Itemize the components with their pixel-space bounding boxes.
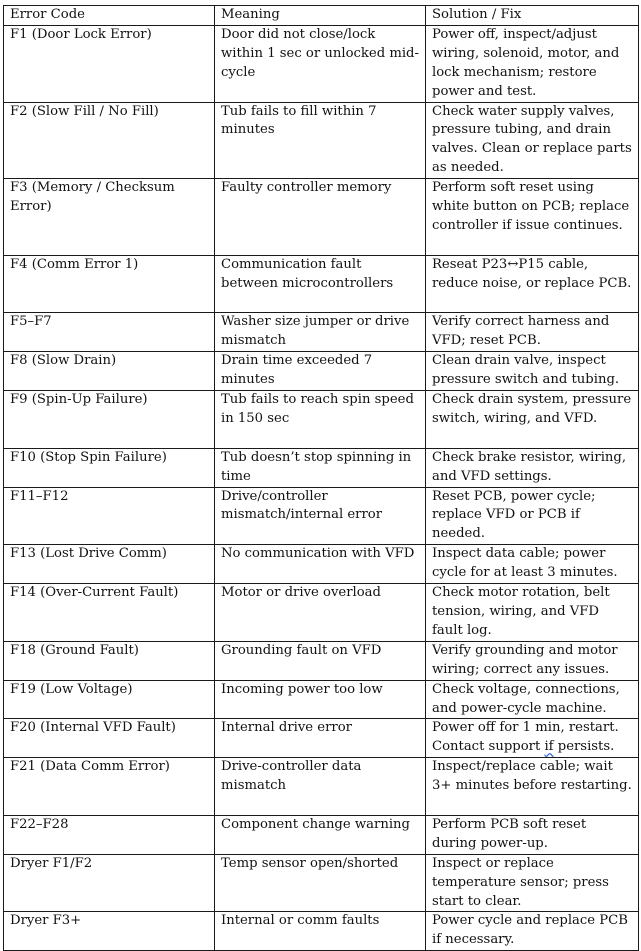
meaning-cell: Washer size jumper or drive mismatch [215, 313, 426, 352]
solution-cell: Verify correct harness and VFD; reset PCB. [426, 313, 639, 352]
solution-cell: Check voltage, connections, and power-cycle machine. [426, 680, 639, 719]
error-code-cell: F13 (Lost Drive Comm) [4, 545, 215, 584]
table-row [4, 719, 639, 758]
error-code-cell: F9 (Spin-Up Failure) [4, 391, 215, 449]
table-row [4, 641, 639, 680]
meaning-cell: Tub doesn’t stop spinning in time [215, 448, 426, 487]
error-code-cell: F14 (Over-Current Fault) [4, 584, 215, 642]
error-code-cell: F19 (Low Voltage) [4, 680, 215, 719]
meaning-cell: Temp sensor open/shorted [215, 854, 426, 912]
table-row [4, 487, 639, 545]
error-code-cell: F3 (Memory / Checksum Error) [4, 179, 215, 256]
error-code-cell: Dryer F3+ [4, 912, 215, 951]
meaning-cell: Internal or comm faults [215, 912, 426, 951]
meaning-cell: Drive/controller mismatch/internal error [215, 487, 426, 545]
table-row [4, 255, 639, 313]
meaning-cell: Drain time exceeded 7 minutes [215, 352, 426, 391]
meaning-cell: Tub fails to fill within 7 minutes [215, 102, 426, 179]
solution-cell: Reset PCB, power cycle; replace VFD or PCB if needed. [426, 487, 639, 545]
solution-cell: Inspect/replace cable; wait 3+ minutes before restarting. [426, 758, 639, 816]
error-code-cell: F2 (Slow Fill / No Fill) [4, 102, 215, 179]
error-code-cell: F11–F12 [4, 487, 215, 545]
meaning-cell: Communication fault between microcontrollers [215, 255, 426, 313]
error-code-cell: F21 (Data Comm Error) [4, 758, 215, 816]
error-code-cell: F1 (Door Lock Error) [4, 25, 215, 102]
table-row [4, 912, 639, 951]
table-row [4, 179, 639, 256]
table-row [4, 313, 639, 352]
header-meaning: Meaning [215, 6, 426, 26]
header-error-code: Error Code [4, 6, 215, 26]
meaning-cell: Drive-controller data mismatch [215, 758, 426, 816]
header-solution-fix: Solution / Fix [426, 6, 639, 26]
solution-cell: Power off for 1 min, restart. Contact support if persists. [426, 719, 639, 758]
table-row [4, 758, 639, 816]
solution-cell: Perform PCB soft reset during power-up. [426, 815, 639, 854]
table-row [4, 545, 639, 584]
error-code-cell: F22–F28 [4, 815, 215, 854]
solution-cell: Check water supply valves, pressure tubing, and drain valves. Clean or replace parts as needed. [426, 102, 639, 179]
table-row [4, 815, 639, 854]
error-code-sheet [3, 5, 639, 951]
table-row [4, 102, 639, 179]
error-code-cell: Dryer F1/F2 [4, 854, 215, 912]
solution-cell: Check brake resistor, wiring, and VFD settings. [426, 448, 639, 487]
meaning-cell: Component change warning [215, 815, 426, 854]
error-code-cell: F20 (Internal VFD Fault) [4, 719, 215, 758]
solution-cell: Perform soft reset using white button on PCB; replace controller if issue continues. [426, 179, 639, 256]
error-code-cell: F8 (Slow Drain) [4, 352, 215, 391]
table-row [4, 584, 639, 642]
solution-cell: Clean drain valve, inspect pressure switch and tubing. [426, 352, 639, 391]
table-row [4, 680, 639, 719]
meaning-cell: Door did not close/lock within 1 sec or unlocked mid-cycle [215, 25, 426, 102]
solution-cell: Power cycle and replace PCB if necessary. [426, 912, 639, 951]
meaning-cell: Internal drive error [215, 719, 426, 758]
meaning-cell: Incoming power too low [215, 680, 426, 719]
error-code-cell: F10 (Stop Spin Failure) [4, 448, 215, 487]
solution-cell: Check motor rotation, belt tension, wiring, and VFD fault log. [426, 584, 639, 642]
meaning-cell: Motor or drive overload [215, 584, 426, 642]
solution-cell: Check drain system, pressure switch, wiring, and VFD. [426, 391, 639, 449]
header-row [4, 6, 639, 26]
table-row [4, 391, 639, 449]
error-code-cell: F4 (Comm Error 1) [4, 255, 215, 313]
solution-cell: Inspect or replace temperature sensor; press start to clear. [426, 854, 639, 912]
table-row [4, 448, 639, 487]
table-row [4, 25, 639, 102]
meaning-cell: Tub fails to reach spin speed in 150 sec [215, 391, 426, 449]
error-code-cell: F5–F7 [4, 313, 215, 352]
meaning-cell: Faulty controller memory [215, 179, 426, 256]
table-row [4, 854, 639, 912]
error-code-table [3, 5, 639, 951]
meaning-cell: No communication with VFD [215, 545, 426, 584]
meaning-cell: Grounding fault on VFD [215, 641, 426, 680]
error-code-cell: F18 (Ground Fault) [4, 641, 215, 680]
solution-cell: Inspect data cable; power cycle for at least 3 minutes. [426, 545, 639, 584]
solution-cell: Reseat P23↔P15 cable, reduce noise, or replace PCB. [426, 255, 639, 313]
solution-cell: Verify grounding and motor wiring; correct any issues. [426, 641, 639, 680]
solution-cell: Power off, inspect/adjust wiring, solenoid, motor, and lock mechanism; restore power and test. [426, 25, 639, 102]
table-row [4, 352, 639, 391]
